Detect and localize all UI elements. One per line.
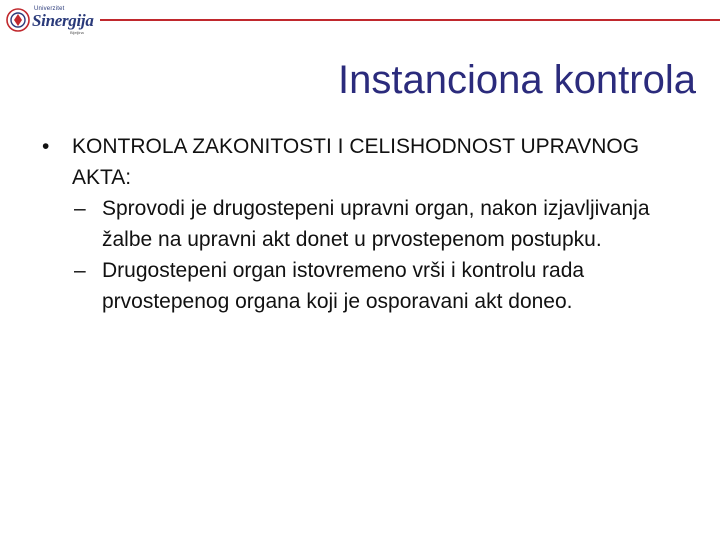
sub-point-text: Sprovodi je drugostepeni upravni organ, nakon izjavljivanja žalbe na upravni akt donet u prvostepenom postupku. [102, 197, 650, 251]
logo-name: Sinergija [32, 11, 94, 30]
sub-point [0, 193, 700, 255]
sub-point-text: Drugostepeni organ istovremeno vrši i kontrolu rada prvostepenog organa koji je osporavani akt doneo. [102, 259, 585, 313]
bullet-text: KONTROLA ZAKONITOSTI I CELISHODNOST UPRAVNOG AKTA: [72, 135, 640, 189]
header-divider [100, 19, 720, 21]
dash-icon: – [74, 259, 86, 282]
logo-top-text: Univerzitet [34, 6, 65, 12]
slide-title: Instanciona kontrola [337, 58, 696, 102]
slide-content [0, 131, 700, 317]
logo-sub-text: Bijeljina [70, 30, 84, 35]
university-logo [6, 6, 98, 34]
bullet-icon: • [42, 135, 50, 158]
sub-point [0, 255, 700, 317]
sinergija-emblem-icon [6, 8, 30, 32]
bullet-point [0, 131, 700, 193]
slide-header [0, 0, 720, 40]
dash-icon: – [74, 197, 86, 220]
